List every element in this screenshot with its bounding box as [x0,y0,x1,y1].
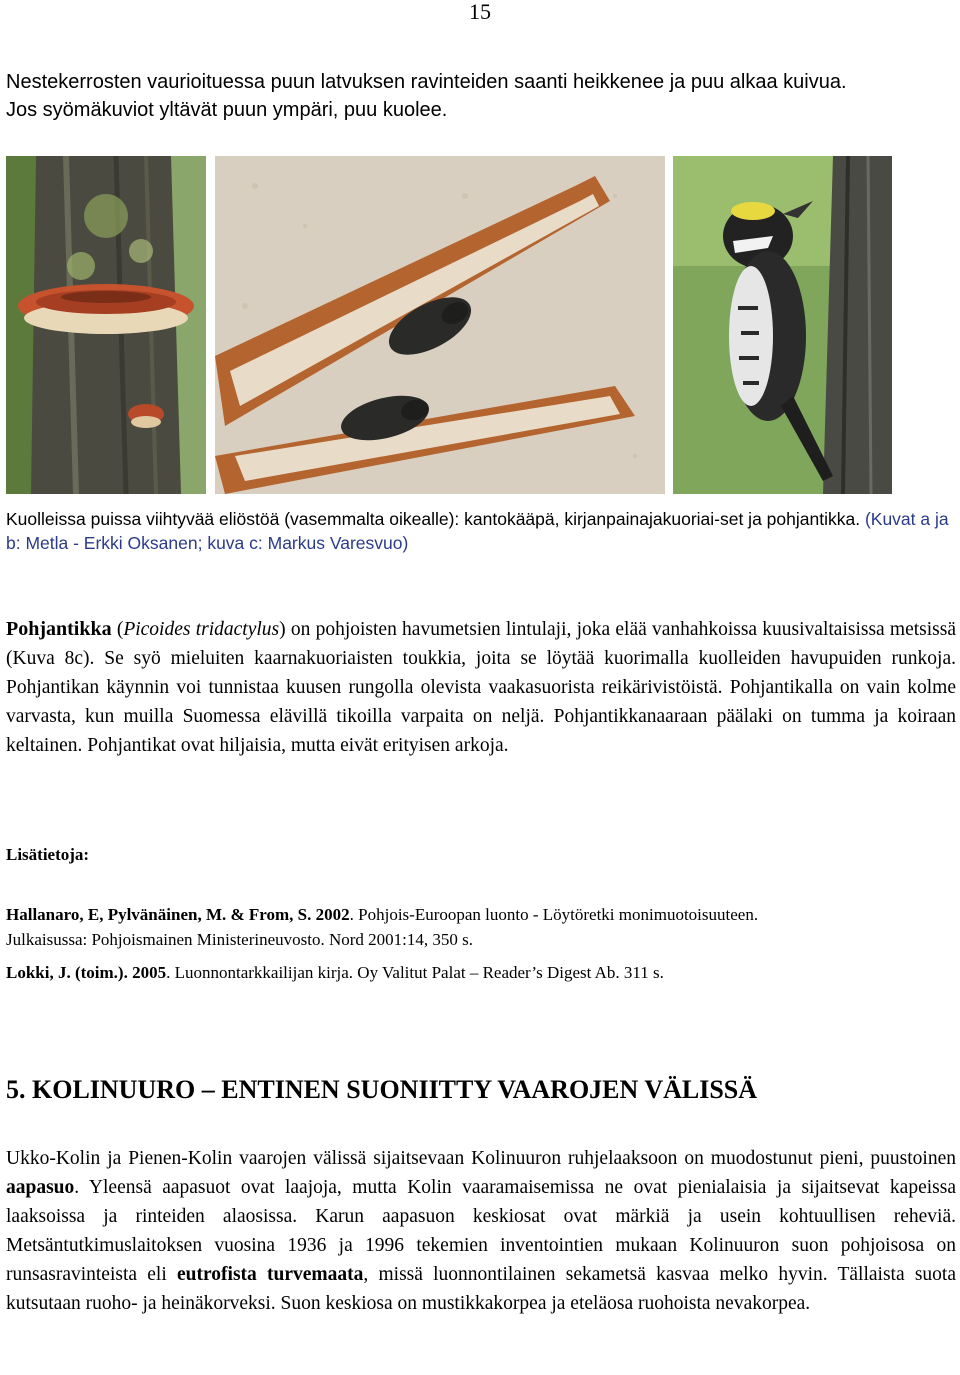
section-text-a: Ukko-Kolin ja Pienen-Kolin vaarojen välissä sijaitsevaan Kolinuuron ruhjelaaksoon on muodostunut pieni, puustoinen [6,1148,956,1169]
intro-text [6,68,956,124]
photo-bracket-fungus [6,156,206,494]
reference-2 [6,960,956,985]
photo-woodpecker [673,156,892,494]
page-number: 15 [469,0,491,24]
reference-1-authors: Hallanaro, E, Pylvänäinen, M. & From, S. 2002 [6,905,350,924]
intro-line-2: Jos syömäkuviot yltävät puun ympäri, puu kuolee. [6,99,448,121]
term-eutrofista-turvemaata: eutrofista turvemaata [176,1264,364,1285]
caption-text: Kuolleissa puissa viihtyvää eliöstöä (vasemmalta oikealle): kantokääpä, kirjanpainajakuoriai-set ja pohjantikka. [6,509,861,529]
section-paragraph [6,1144,956,1318]
woodpecker-paragraph: Pohjantikka (Picoides tridactylus) on pohjoisten havumetsien lintulaji, joka elää vanhahkoissa kuusivaltaisissa metsissä (Kuva 8c). Se syö mieluiten kaarnakuoriaisten toukkia, joita se löytää kuorimalla kuolleiden havupuiden runkoja. Pohjantikan käynnin voi tunnistaa kuusen rungolla olevista vaakasuorista reikärivistöistä. Pohjantikalla on vain kolme varvasta, kun muilla Suomessa elävillä tikoilla varpaita on neljä. Pohjantikkanaaraan päälaki on tumma ja koiraan keltainen. Pohjantikat ovat hiljaisia, mutta eivät erityisen arkoja. [6,618,957,756]
reference-2-authors: Lokki, J. (toim.). 2005 [6,963,167,982]
section-text-c: , missä luonnontilainen sekametsä kasvaa melko hyvin. Tällaista suota kutsutaan ruoho- ja heinäkorveksi. Suon keskiosa on mustikkakorpea ja eteläosa ruohoista nevakorpea. [6,1264,956,1314]
photo-bark-beetles [215,156,665,494]
reference-1-title: . Pohjois-Euroopan luonto - Löytöretki monimuotoisuuteen. [349,905,759,924]
section-heading: 5. KOLINUURO – ENTINEN SUONIITTY VAAROJEN VÄLISSÄ [6,1075,758,1104]
reference-1 [6,902,956,952]
reference-1-publication: Julkaisussa: Pohjoismainen Ministerineuvosto. Nord 2001:14, 350 s. [6,930,474,949]
intro-line-1: Nestekerrosten vaurioituessa puun latvuksen ravinteiden saanti heikkenee ja puu alkaa kuivua. [6,71,847,93]
section-text-b: . Yleensä aapasuot ovat laajoja, mutta Kolin vaaramaisemissa ne ovat pienialaisia ja sijaitsevat kapeissa laaksoissa ja rinteiden alaosissa. Karun aapasuon keskiosat ovat märkiä ja usein kohtuullisen reheviä. Metsäntutkimuslaitoksen vuosina 1936 ja 1996 tekemien inventointien mukaan Kolinuuron suon pohjoisosa on runsasravinteista eli [6,1177,956,1285]
term-aapasuo: aapasuo [6,1177,75,1198]
more-info-heading: Lisätietoja: [6,845,90,864]
caption-credit: (Kuvat a ja b: Metla - Erkki Oksanen; kuva c: Markus Varesvuo) [6,509,949,553]
species-latin-name: Picoides tridactylus [123,619,280,640]
species-name: Pohjantikka [6,618,112,640]
photo-caption [6,507,956,555]
reference-2-title: . Luonnontarkkailijan kirja. Oy Valitut Palat – Reader’s Digest Ab. 311 s. [166,963,664,982]
woodpecker-text: on pohjoisten havumetsien lintulaji, joka elää vanhahkoissa kuusivaltaisissa metsissä (Kuva 8c). Se syö mieluiten kaarnakuoriaisten toukkia, joita se löytää kuorimalla kuolleiden havupuiden runkoja. Pohjantikan käynnin voi tunnistaa kuusen rungolla olevista vaakasuorista reikärivistöistä. Pohjantikalla on vain kolme varvasta, kun muilla Suomessa elävillä tikoilla varpaita on neljä. Pohjantikkanaaraan päälaki on tumma ja koiraan keltainen. Pohjantikat ovat hiljaisia, mutta eivät erityisen arkoja. [6,619,957,756]
